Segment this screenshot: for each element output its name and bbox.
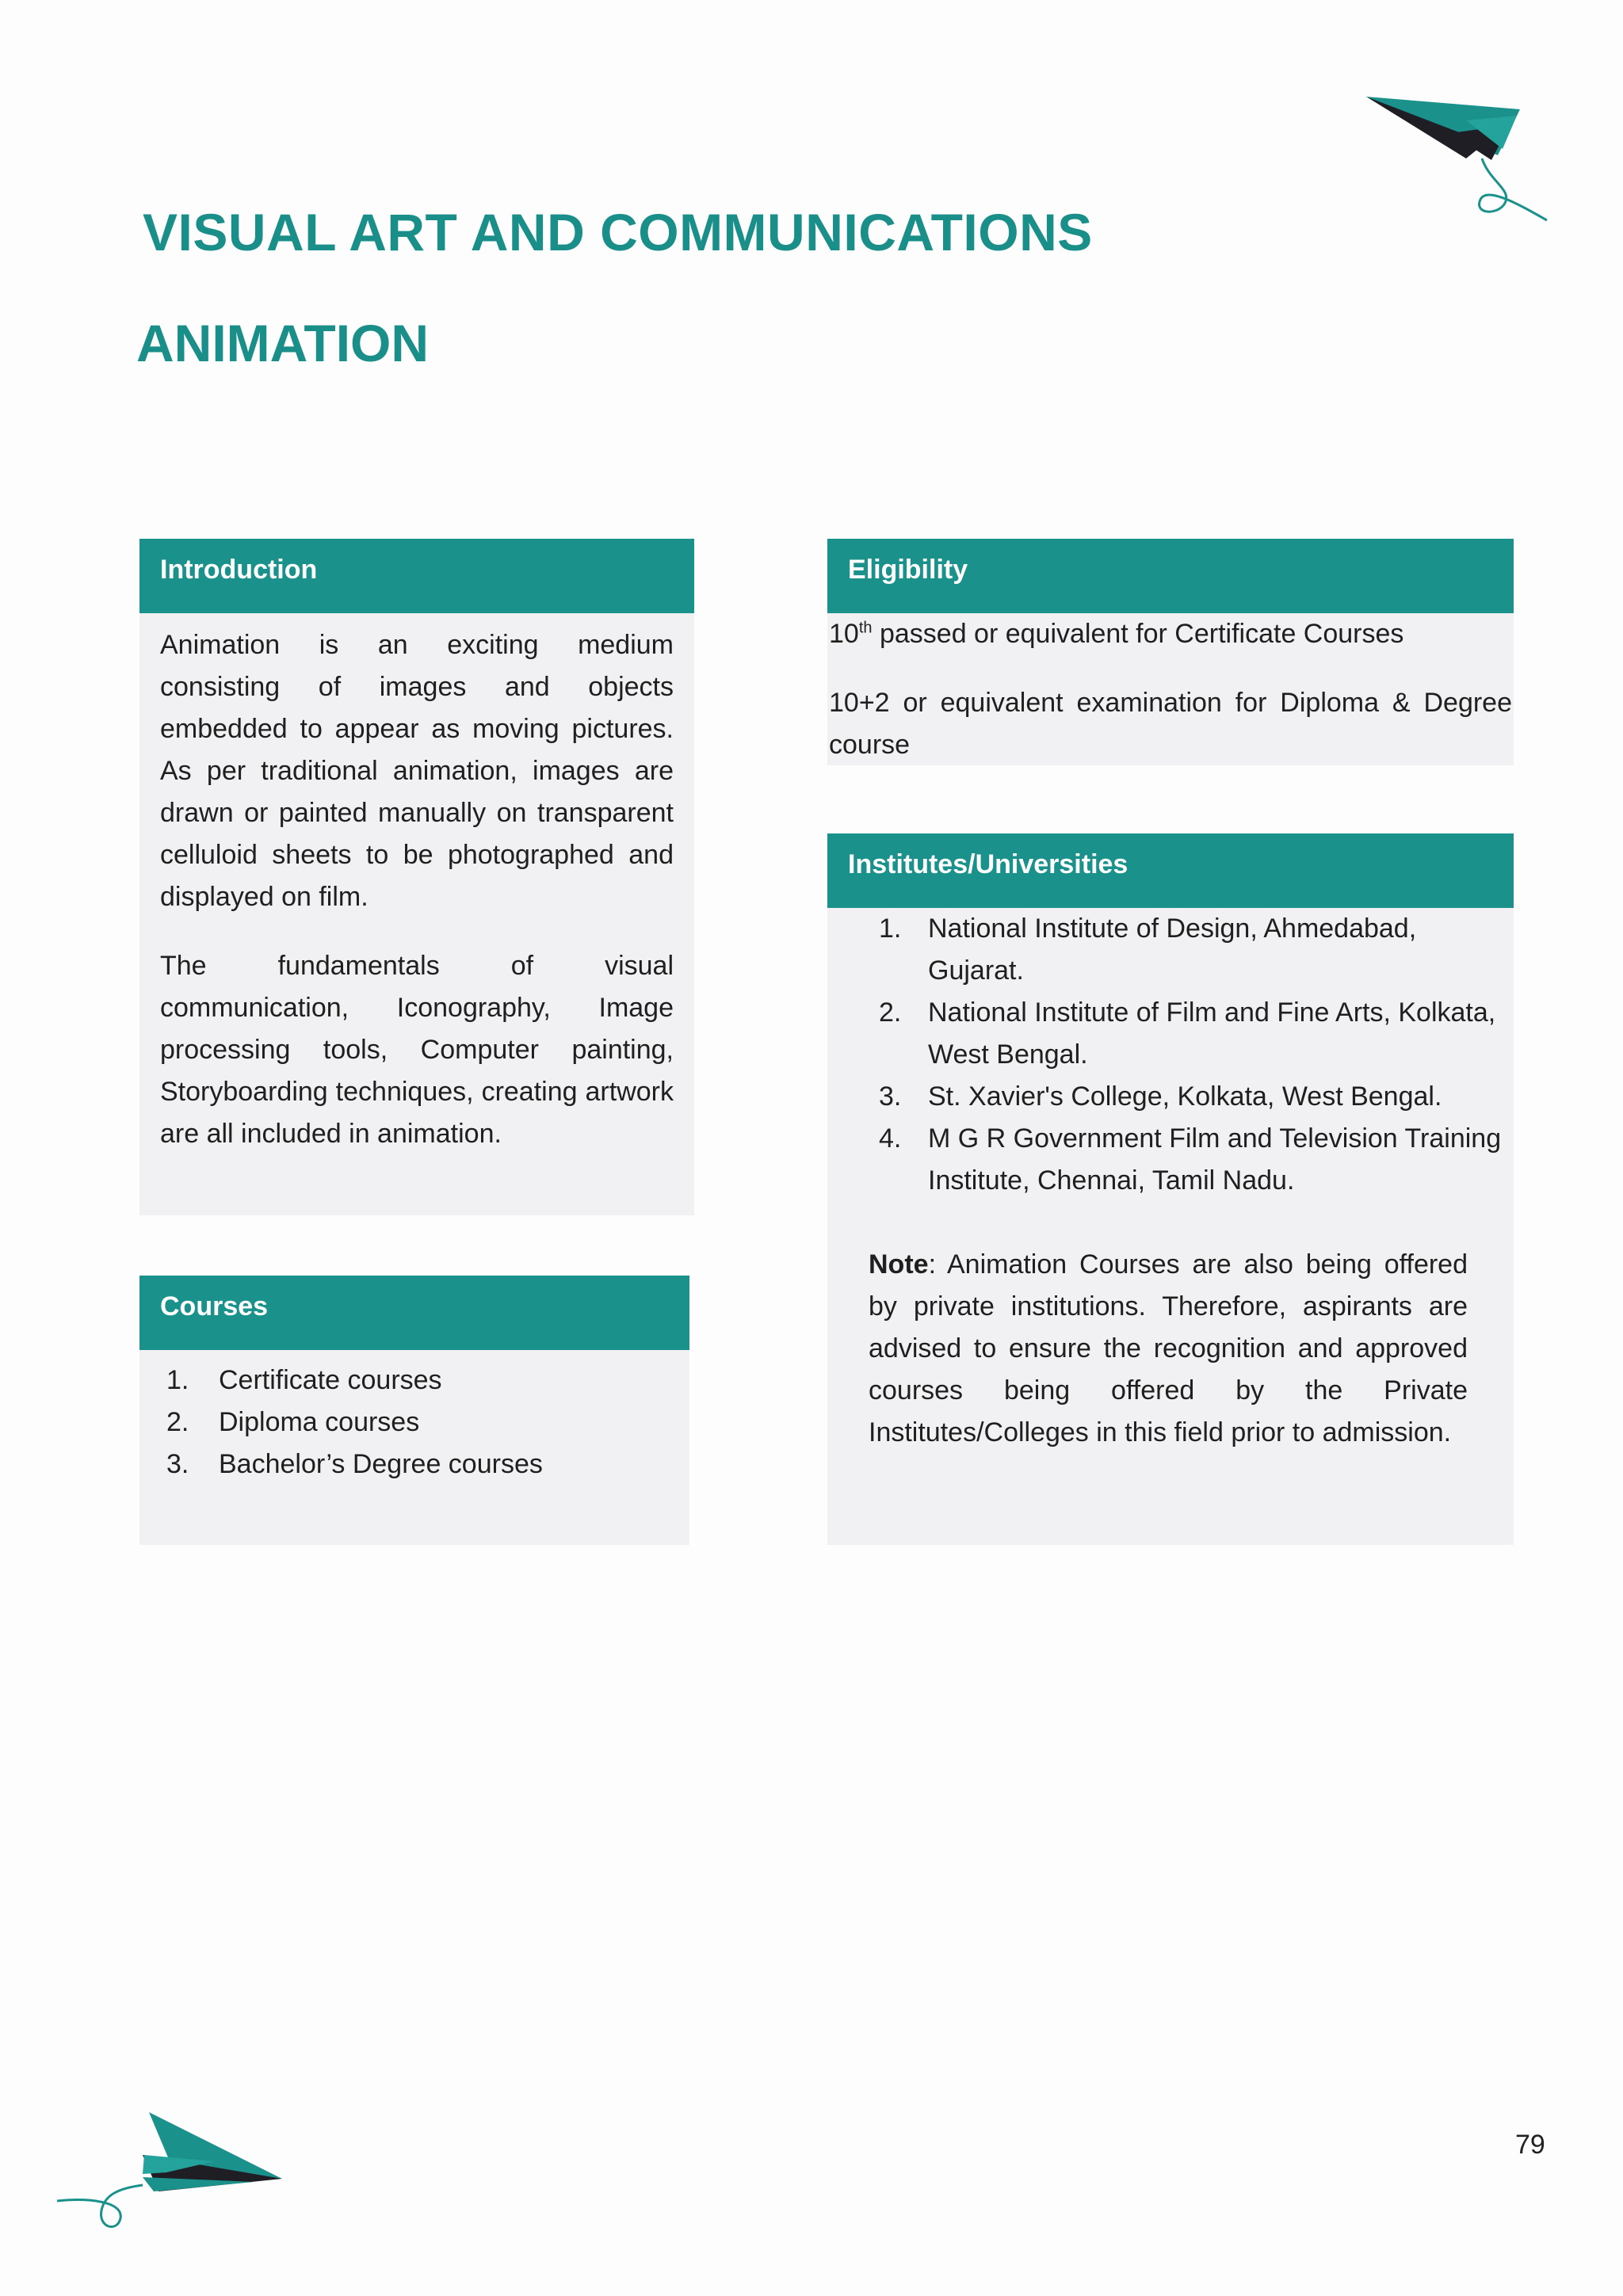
list-item: 1. Certificate courses [166,1365,442,1395]
section-title: ANIMATION [136,314,430,372]
eligibility-line-1: 10th passed or equivalent for Certificate Courses [829,619,1404,649]
introduction-paragraph-2: The fundamentals of visual communication, Iconography, Image processing tools, Computer painting, Storyboarding techniques, creating artwork are all included in animation. [160,951,674,1149]
courses-list [166,1360,674,1486]
list-item: 3. Bachelor’s Degree courses [166,1449,543,1479]
institutes-card [827,833,1514,1545]
list-item: 1. National Institute of Design, Ahmedabad, Gujarat. [879,913,1417,986]
courses-card [139,1276,689,1545]
note-text: : Animation Courses are also being offered by private institutions. Therefore, aspirants are advised to ensure the recognition and approved courses being offered by the Private Institutes/Colleges in this field prior to admission. [869,1249,1468,1447]
note-label: Note [869,1249,929,1280]
eligibility-heading: Eligibility [827,539,1514,613]
page-number: 79 [1515,2130,1545,2160]
institutes-heading: Institutes/Universities [827,833,1514,908]
list-item: 3. St. Xavier's College, Kolkata, West Bengal. [879,1081,1442,1112]
paper-plane-icon-top [1347,87,1553,246]
institutes-note [869,1244,1468,1454]
institutes-list [879,908,1513,1202]
paper-plane-icon-bottom [55,2100,293,2258]
eligibility-line-2: 10+2 or equivalent examination for Diploma & Degree course [829,688,1512,760]
list-item: 2. Diploma courses [166,1407,420,1437]
page-title: VISUAL ART AND COMMUNICATIONS [143,203,1093,261]
list-item: 2. National Institute of Film and Fine Arts, Kolkata, West Bengal. [879,997,1496,1070]
list-item: 4. M G R Government Film and Television Training Institute, Chennai, Tamil Nadu. [879,1123,1502,1196]
courses-heading: Courses [139,1276,689,1350]
eligibility-card [827,539,1514,765]
introduction-heading: Introduction [139,539,694,613]
introduction-paragraph-1: Animation is an exciting medium consisting of images and objects embedded to appear as moving pictures. As per traditional animation, images are drawn or painted manually on transparent celluloid sheets to be photographed and displayed on film. [160,630,674,912]
introduction-card [139,539,694,1215]
